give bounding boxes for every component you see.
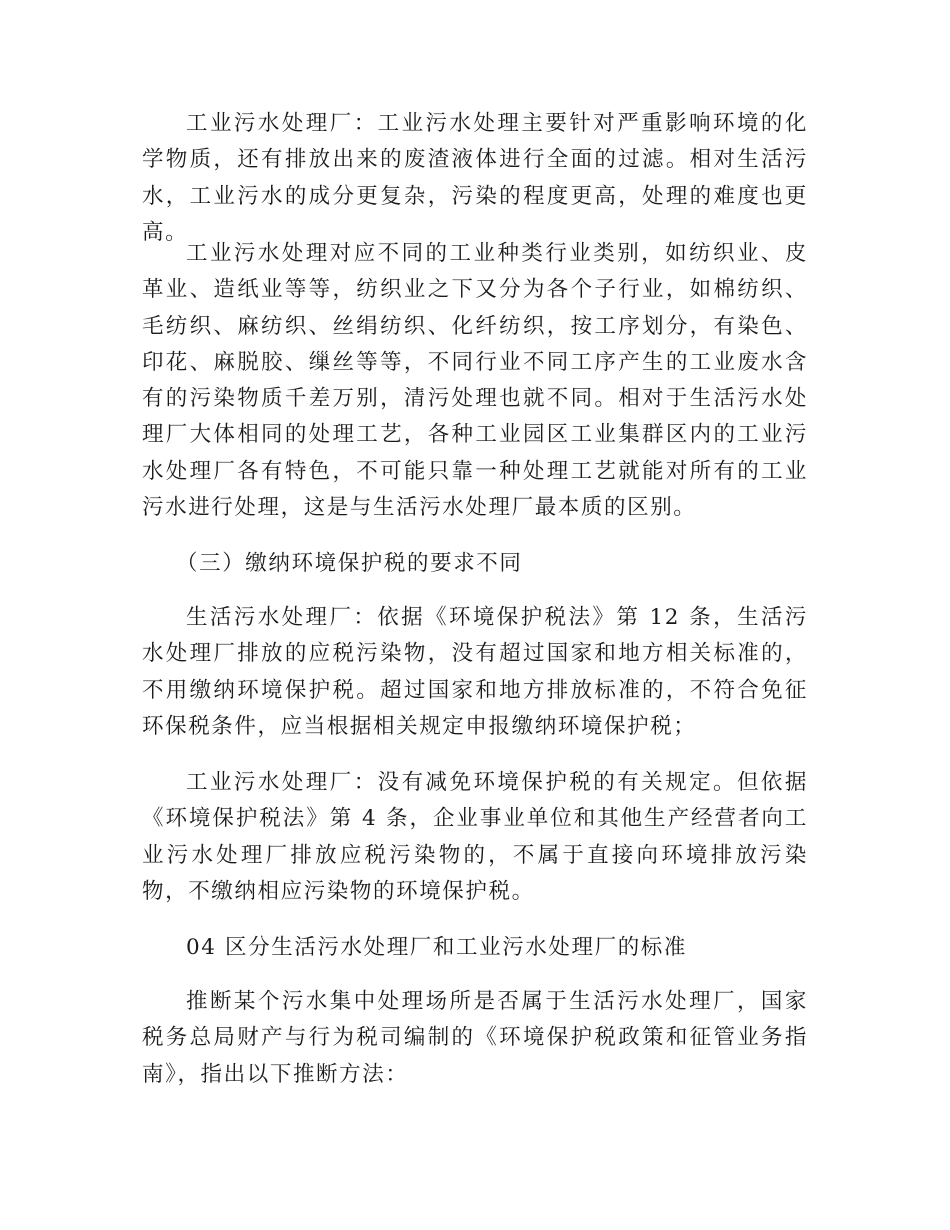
paragraph-domestic-plant-tax: 生活污水处理厂：依据《环境保护税法》第 12 条，生活污水处理厂排放的应税污染物，没有超过国家和地方相关标准的，不用缴纳环境保护税。超过国家和地方排放标准的，不符合免征环保税条件，应当根据相关规定申报缴纳环境保护税； xyxy=(142,605,808,739)
section-heading-tax-requirements: （三）缴纳环境保护税的要求不同 xyxy=(176,551,523,576)
paragraph-industrial-treatment-variety: 工业污水处理对应不同的工业种类行业类别，如纺织业、皮革业、造纸业等等，纺织业之下又分为各个子行业，如棉纺织、毛纺织、麻纺织、丝绢纺织、化纤纺织，按工序划分，有染色、印花、麻脱胶、缫丝等等，不同行业不同工序产生的工业废水含有的污染物质千差万别，清污处理也就不同。相对于生活污水处理厂大体相同的处理工艺，各种工业园区工业集群区内的工业污水处理厂各有特色，不可能只靠一种处理工艺就能对所有的工业污水进行处理，这是与生活污水处理厂最本质的区别。 xyxy=(142,241,808,521)
paragraph-industrial-plant-definition: 工业污水处理厂：工业污水处理主要针对严重影响环境的化学物质，还有排放出来的废渣液体进行全面的过滤。相对生活污水，工业污水的成分更复杂，污染的程度更高，处理的难度也更高。 xyxy=(142,111,808,245)
section-heading-distinction-standard: 04 区分生活污水处理厂和工业污水处理厂的标准 xyxy=(186,935,687,960)
paragraph-inference-method: 推断某个污水集中处理场所是否属于生活污水处理厂，国家税务总局财产与行为税司编制的《环境保护税政策和征管业务指南》，指出以下推断方法： xyxy=(142,989,808,1087)
paragraph-industrial-plant-tax: 工业污水处理厂：没有减免环境保护税的有关规定。但依据《环境保护税法》第 4 条，企业事业单位和其他生产经营者向工业污水处理厂排放应税污染物的，不属于直接向环境排放污染物，不缴纳相应污染物的环境保护税。 xyxy=(142,770,808,904)
